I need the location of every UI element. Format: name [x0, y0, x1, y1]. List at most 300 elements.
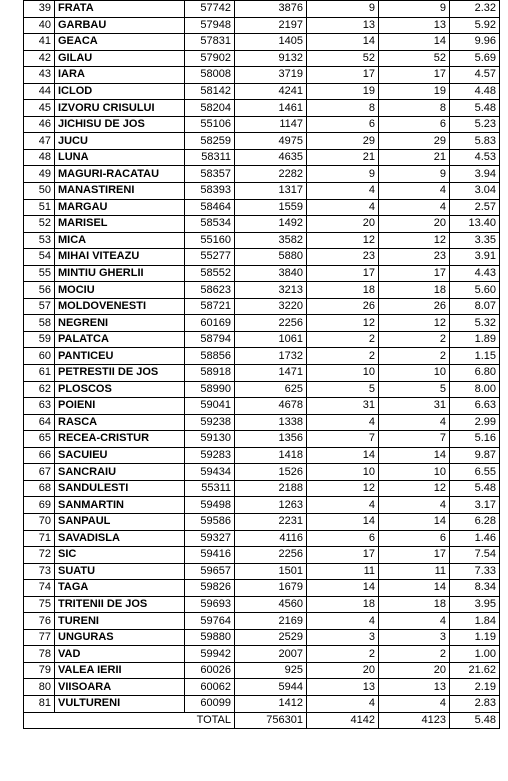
percentage-cell[interactable]: 7.54: [450, 547, 500, 564]
row-number-cell[interactable]: 76: [24, 613, 55, 630]
value-b-cell[interactable]: 21: [379, 149, 450, 166]
row-number-cell[interactable]: 53: [24, 232, 55, 249]
row-number-cell[interactable]: 39: [24, 1, 55, 18]
row-number-cell[interactable]: 61: [24, 365, 55, 382]
value-b-cell[interactable]: 11: [379, 563, 450, 580]
population-cell[interactable]: 1526: [235, 464, 307, 481]
percentage-cell[interactable]: 8.34: [450, 580, 500, 597]
value-a-cell[interactable]: 14: [307, 580, 379, 597]
value-b-cell[interactable]: 9: [379, 1, 450, 18]
siruta-code-cell[interactable]: 58794: [185, 331, 235, 348]
locality-name-cell[interactable]: SUATU: [55, 563, 185, 580]
locality-name-cell[interactable]: TRITENII DE JOS: [55, 596, 185, 613]
population-cell[interactable]: 3582: [235, 232, 307, 249]
value-a-cell[interactable]: 17: [307, 265, 379, 282]
value-a-cell[interactable]: 31: [307, 398, 379, 415]
percentage-cell[interactable]: 3.04: [450, 183, 500, 200]
locality-name-cell[interactable]: SANMARTIN: [55, 497, 185, 514]
percentage-cell[interactable]: 5.69: [450, 50, 500, 67]
value-b-cell[interactable]: 19: [379, 83, 450, 100]
locality-name-cell[interactable]: GILAU: [55, 50, 185, 67]
locality-name-cell[interactable]: VAD: [55, 646, 185, 663]
locality-name-cell[interactable]: NEGRENI: [55, 315, 185, 332]
siruta-code-cell[interactable]: 59130: [185, 431, 235, 448]
value-b-cell[interactable]: 5: [379, 381, 450, 398]
value-a-cell[interactable]: 4: [307, 414, 379, 431]
population-cell[interactable]: 5880: [235, 249, 307, 266]
percentage-cell[interactable]: 6.80: [450, 365, 500, 382]
locality-name-cell[interactable]: POIENI: [55, 398, 185, 415]
siruta-code-cell[interactable]: 59693: [185, 596, 235, 613]
value-b-cell[interactable]: 7: [379, 431, 450, 448]
siruta-code-cell[interactable]: 58721: [185, 298, 235, 315]
value-b-cell[interactable]: 17: [379, 67, 450, 84]
locality-name-cell[interactable]: SANDULESTI: [55, 480, 185, 497]
siruta-code-cell[interactable]: 59880: [185, 629, 235, 646]
percentage-cell[interactable]: 4.53: [450, 149, 500, 166]
locality-name-cell[interactable]: JICHISU DE JOS: [55, 116, 185, 133]
percentage-cell[interactable]: 5.16: [450, 431, 500, 448]
population-cell[interactable]: 1492: [235, 216, 307, 233]
siruta-code-cell[interactable]: 59498: [185, 497, 235, 514]
value-b-cell[interactable]: 14: [379, 513, 450, 530]
locality-name-cell[interactable]: VALEA IERII: [55, 662, 185, 679]
population-cell[interactable]: 2007: [235, 646, 307, 663]
value-a-cell[interactable]: 6: [307, 530, 379, 547]
value-b-cell[interactable]: 18: [379, 282, 450, 299]
siruta-code-cell[interactable]: 58259: [185, 133, 235, 150]
value-b-cell[interactable]: 12: [379, 315, 450, 332]
population-cell[interactable]: 2197: [235, 17, 307, 34]
population-cell[interactable]: 4241: [235, 83, 307, 100]
value-b-cell[interactable]: 2: [379, 646, 450, 663]
siruta-code-cell[interactable]: 59586: [185, 513, 235, 530]
value-b-cell[interactable]: 26: [379, 298, 450, 315]
row-number-cell[interactable]: 70: [24, 513, 55, 530]
total-label-cell[interactable]: TOTAL: [185, 712, 235, 729]
locality-name-cell[interactable]: MAGURI-RACATAU: [55, 166, 185, 183]
row-number-cell[interactable]: 56: [24, 282, 55, 299]
percentage-cell[interactable]: 5.92: [450, 17, 500, 34]
value-a-cell[interactable]: 18: [307, 596, 379, 613]
value-a-cell[interactable]: 20: [307, 216, 379, 233]
value-b-cell[interactable]: 6: [379, 116, 450, 133]
percentage-cell[interactable]: 2.57: [450, 199, 500, 216]
siruta-code-cell[interactable]: 59327: [185, 530, 235, 547]
siruta-code-cell[interactable]: 59041: [185, 398, 235, 415]
siruta-code-cell[interactable]: 59764: [185, 613, 235, 630]
value-b-cell[interactable]: 8: [379, 100, 450, 117]
row-number-cell[interactable]: 74: [24, 580, 55, 597]
percentage-cell[interactable]: 3.91: [450, 249, 500, 266]
percentage-cell[interactable]: 13.40: [450, 216, 500, 233]
value-a-cell[interactable]: 8: [307, 100, 379, 117]
population-cell[interactable]: 3220: [235, 298, 307, 315]
locality-name-cell[interactable]: GEACA: [55, 34, 185, 51]
population-cell[interactable]: 2188: [235, 480, 307, 497]
value-b-cell[interactable]: 12: [379, 480, 450, 497]
siruta-code-cell[interactable]: 57948: [185, 17, 235, 34]
siruta-code-cell[interactable]: 60026: [185, 662, 235, 679]
value-b-cell[interactable]: 2: [379, 348, 450, 365]
value-a-cell[interactable]: 18: [307, 282, 379, 299]
locality-name-cell[interactable]: LUNA: [55, 149, 185, 166]
siruta-code-cell[interactable]: 57831: [185, 34, 235, 51]
value-a-cell[interactable]: 17: [307, 67, 379, 84]
row-number-cell[interactable]: 65: [24, 431, 55, 448]
value-a-cell[interactable]: 6: [307, 116, 379, 133]
value-a-cell[interactable]: 2: [307, 646, 379, 663]
population-cell[interactable]: 1418: [235, 447, 307, 464]
row-number-cell[interactable]: 40: [24, 17, 55, 34]
locality-name-cell[interactable]: MOLDOVENESTI: [55, 298, 185, 315]
locality-name-cell[interactable]: IZVORU CRISULUI: [55, 100, 185, 117]
siruta-code-cell[interactable]: 60099: [185, 695, 235, 712]
value-a-cell[interactable]: 9: [307, 166, 379, 183]
row-number-cell[interactable]: 77: [24, 629, 55, 646]
population-cell[interactable]: 1461: [235, 100, 307, 117]
value-b-cell[interactable]: 20: [379, 216, 450, 233]
row-number-cell[interactable]: 78: [24, 646, 55, 663]
value-b-cell[interactable]: 12: [379, 232, 450, 249]
percentage-cell[interactable]: 5.23: [450, 116, 500, 133]
percentage-cell[interactable]: 4.57: [450, 67, 500, 84]
percentage-cell[interactable]: 4.43: [450, 265, 500, 282]
population-cell[interactable]: 3840: [235, 265, 307, 282]
value-a-cell[interactable]: 14: [307, 447, 379, 464]
row-number-cell[interactable]: 72: [24, 547, 55, 564]
locality-name-cell[interactable]: SANCRAIU: [55, 464, 185, 481]
row-number-cell[interactable]: 80: [24, 679, 55, 696]
locality-name-cell[interactable]: TAGA: [55, 580, 185, 597]
value-a-cell[interactable]: 14: [307, 34, 379, 51]
value-b-cell[interactable]: 17: [379, 547, 450, 564]
population-cell[interactable]: 1061: [235, 331, 307, 348]
population-cell[interactable]: 3876: [235, 1, 307, 18]
percentage-cell[interactable]: 5.48: [450, 480, 500, 497]
row-number-cell[interactable]: 59: [24, 331, 55, 348]
value-b-cell[interactable]: 4: [379, 497, 450, 514]
value-a-cell[interactable]: 17: [307, 547, 379, 564]
siruta-code-cell[interactable]: 59283: [185, 447, 235, 464]
value-a-cell[interactable]: 23: [307, 249, 379, 266]
percentage-cell[interactable]: 1.89: [450, 331, 500, 348]
percentage-cell[interactable]: 8.00: [450, 381, 500, 398]
value-b-cell[interactable]: 3: [379, 629, 450, 646]
value-b-cell[interactable]: 4: [379, 695, 450, 712]
percentage-cell[interactable]: 5.32: [450, 315, 500, 332]
row-number-cell[interactable]: 62: [24, 381, 55, 398]
siruta-code-cell[interactable]: 58464: [185, 199, 235, 216]
locality-name-cell[interactable]: IARA: [55, 67, 185, 84]
percentage-cell[interactable]: 2.32: [450, 1, 500, 18]
locality-name-cell[interactable]: RECEA-CRISTUR: [55, 431, 185, 448]
population-cell[interactable]: 1412: [235, 695, 307, 712]
value-a-cell[interactable]: 7: [307, 431, 379, 448]
percentage-cell[interactable]: 6.28: [450, 513, 500, 530]
total-population-cell[interactable]: 756301: [235, 712, 307, 729]
row-number-cell[interactable]: 57: [24, 298, 55, 315]
siruta-code-cell[interactable]: 58856: [185, 348, 235, 365]
row-number-cell[interactable]: 64: [24, 414, 55, 431]
siruta-code-cell[interactable]: 58552: [185, 265, 235, 282]
percentage-cell[interactable]: 3.17: [450, 497, 500, 514]
value-b-cell[interactable]: 6: [379, 530, 450, 547]
percentage-cell[interactable]: 7.33: [450, 563, 500, 580]
population-cell[interactable]: 1356: [235, 431, 307, 448]
population-cell[interactable]: 1559: [235, 199, 307, 216]
locality-name-cell[interactable]: MICA: [55, 232, 185, 249]
siruta-code-cell[interactable]: 58623: [185, 282, 235, 299]
percentage-cell[interactable]: 1.00: [450, 646, 500, 663]
locality-name-cell[interactable]: MARGAU: [55, 199, 185, 216]
population-cell[interactable]: 4560: [235, 596, 307, 613]
percentage-cell[interactable]: 21.62: [450, 662, 500, 679]
percentage-cell[interactable]: 3.35: [450, 232, 500, 249]
row-number-cell[interactable]: 44: [24, 83, 55, 100]
locality-name-cell[interactable]: MINTIU GHERLII: [55, 265, 185, 282]
row-number-cell[interactable]: 63: [24, 398, 55, 415]
percentage-cell[interactable]: 2.83: [450, 695, 500, 712]
siruta-code-cell[interactable]: 55311: [185, 480, 235, 497]
row-number-cell[interactable]: 60: [24, 348, 55, 365]
percentage-cell[interactable]: 2.19: [450, 679, 500, 696]
locality-name-cell[interactable]: VULTURENI: [55, 695, 185, 712]
value-b-cell[interactable]: 17: [379, 265, 450, 282]
population-cell[interactable]: 925: [235, 662, 307, 679]
row-number-cell[interactable]: 67: [24, 464, 55, 481]
percentage-cell[interactable]: 9.96: [450, 34, 500, 51]
value-b-cell[interactable]: 10: [379, 464, 450, 481]
siruta-code-cell[interactable]: 60062: [185, 679, 235, 696]
locality-name-cell[interactable]: MIHAI VITEAZU: [55, 249, 185, 266]
siruta-code-cell[interactable]: 58393: [185, 183, 235, 200]
percentage-cell[interactable]: 5.60: [450, 282, 500, 299]
locality-name-cell[interactable]: SACUIEU: [55, 447, 185, 464]
row-number-cell[interactable]: 55: [24, 265, 55, 282]
locality-name-cell[interactable]: RASCA: [55, 414, 185, 431]
percentage-cell[interactable]: 6.55: [450, 464, 500, 481]
value-b-cell[interactable]: 4: [379, 414, 450, 431]
siruta-code-cell[interactable]: 59434: [185, 464, 235, 481]
value-b-cell[interactable]: 29: [379, 133, 450, 150]
value-b-cell[interactable]: 13: [379, 679, 450, 696]
percentage-cell[interactable]: 3.94: [450, 166, 500, 183]
value-b-cell[interactable]: 23: [379, 249, 450, 266]
locality-name-cell[interactable]: MARISEL: [55, 216, 185, 233]
population-cell[interactable]: 4116: [235, 530, 307, 547]
locality-name-cell[interactable]: TURENI: [55, 613, 185, 630]
value-b-cell[interactable]: 14: [379, 580, 450, 597]
total-value-a-cell[interactable]: 4142: [307, 712, 379, 729]
row-number-cell[interactable]: 81: [24, 695, 55, 712]
locality-name-cell[interactable]: SAVADISLA: [55, 530, 185, 547]
population-cell[interactable]: 1147: [235, 116, 307, 133]
population-cell[interactable]: 1338: [235, 414, 307, 431]
value-b-cell[interactable]: 9: [379, 166, 450, 183]
population-cell[interactable]: 1405: [235, 34, 307, 51]
population-cell[interactable]: 2282: [235, 166, 307, 183]
population-cell[interactable]: 5944: [235, 679, 307, 696]
percentage-cell[interactable]: 9.87: [450, 447, 500, 464]
locality-name-cell[interactable]: MANASTIRENI: [55, 183, 185, 200]
value-b-cell[interactable]: 14: [379, 34, 450, 51]
locality-name-cell[interactable]: SANPAUL: [55, 513, 185, 530]
value-b-cell[interactable]: 14: [379, 447, 450, 464]
siruta-code-cell[interactable]: 59657: [185, 563, 235, 580]
value-a-cell[interactable]: 13: [307, 17, 379, 34]
value-b-cell[interactable]: 13: [379, 17, 450, 34]
siruta-code-cell[interactable]: 58204: [185, 100, 235, 117]
value-a-cell[interactable]: 12: [307, 480, 379, 497]
percentage-cell[interactable]: 2.99: [450, 414, 500, 431]
row-number-cell[interactable]: 52: [24, 216, 55, 233]
row-number-cell[interactable]: 75: [24, 596, 55, 613]
row-number-cell[interactable]: 41: [24, 34, 55, 51]
value-a-cell[interactable]: 4: [307, 613, 379, 630]
value-a-cell[interactable]: 21: [307, 149, 379, 166]
siruta-code-cell[interactable]: 59942: [185, 646, 235, 663]
row-number-cell[interactable]: 50: [24, 183, 55, 200]
value-a-cell[interactable]: 10: [307, 365, 379, 382]
population-cell[interactable]: 2231: [235, 513, 307, 530]
percentage-cell[interactable]: 5.83: [450, 133, 500, 150]
siruta-code-cell[interactable]: 58008: [185, 67, 235, 84]
population-cell[interactable]: 3213: [235, 282, 307, 299]
siruta-code-cell[interactable]: 59416: [185, 547, 235, 564]
value-b-cell[interactable]: 52: [379, 50, 450, 67]
siruta-code-cell[interactable]: 55277: [185, 249, 235, 266]
siruta-code-cell[interactable]: 55160: [185, 232, 235, 249]
value-b-cell[interactable]: 4: [379, 183, 450, 200]
population-cell[interactable]: 625: [235, 381, 307, 398]
locality-name-cell[interactable]: VIISOARA: [55, 679, 185, 696]
population-cell[interactable]: 2169: [235, 613, 307, 630]
value-b-cell[interactable]: 20: [379, 662, 450, 679]
value-a-cell[interactable]: 20: [307, 662, 379, 679]
population-cell[interactable]: 9132: [235, 50, 307, 67]
value-a-cell[interactable]: 5: [307, 381, 379, 398]
row-number-cell[interactable]: 42: [24, 50, 55, 67]
locality-name-cell[interactable]: PANTICEU: [55, 348, 185, 365]
percentage-cell[interactable]: 5.48: [450, 100, 500, 117]
siruta-code-cell[interactable]: 58990: [185, 381, 235, 398]
value-a-cell[interactable]: 4: [307, 497, 379, 514]
row-number-cell[interactable]: 68: [24, 480, 55, 497]
percentage-cell[interactable]: 1.19: [450, 629, 500, 646]
value-a-cell[interactable]: 2: [307, 331, 379, 348]
row-number-cell[interactable]: 48: [24, 149, 55, 166]
population-cell[interactable]: 1471: [235, 365, 307, 382]
value-a-cell[interactable]: 19: [307, 83, 379, 100]
percentage-cell[interactable]: 1.84: [450, 613, 500, 630]
value-b-cell[interactable]: 10: [379, 365, 450, 382]
percentage-cell[interactable]: 1.15: [450, 348, 500, 365]
row-number-cell[interactable]: 58: [24, 315, 55, 332]
siruta-code-cell[interactable]: 59826: [185, 580, 235, 597]
value-a-cell[interactable]: 26: [307, 298, 379, 315]
value-a-cell[interactable]: 52: [307, 50, 379, 67]
value-a-cell[interactable]: 12: [307, 232, 379, 249]
row-number-cell[interactable]: 73: [24, 563, 55, 580]
siruta-code-cell[interactable]: 58357: [185, 166, 235, 183]
row-number-cell[interactable]: 49: [24, 166, 55, 183]
population-cell[interactable]: 1501: [235, 563, 307, 580]
siruta-code-cell[interactable]: 58918: [185, 365, 235, 382]
locality-name-cell[interactable]: PLOSCOS: [55, 381, 185, 398]
value-a-cell[interactable]: 4: [307, 199, 379, 216]
siruta-code-cell[interactable]: 57742: [185, 1, 235, 18]
row-number-cell[interactable]: 47: [24, 133, 55, 150]
value-a-cell[interactable]: 13: [307, 679, 379, 696]
row-number-cell[interactable]: 45: [24, 100, 55, 117]
value-a-cell[interactable]: 4: [307, 695, 379, 712]
siruta-code-cell[interactable]: 58311: [185, 149, 235, 166]
population-cell[interactable]: 1679: [235, 580, 307, 597]
value-a-cell[interactable]: 2: [307, 348, 379, 365]
percentage-cell[interactable]: 4.48: [450, 83, 500, 100]
locality-name-cell[interactable]: JUCU: [55, 133, 185, 150]
population-cell[interactable]: 4635: [235, 149, 307, 166]
locality-name-cell[interactable]: GARBAU: [55, 17, 185, 34]
population-cell[interactable]: 4678: [235, 398, 307, 415]
value-b-cell[interactable]: 18: [379, 596, 450, 613]
row-number-cell[interactable]: 46: [24, 116, 55, 133]
row-number-cell[interactable]: 54: [24, 249, 55, 266]
value-a-cell[interactable]: 14: [307, 513, 379, 530]
value-a-cell[interactable]: 9: [307, 1, 379, 18]
row-number-cell[interactable]: 79: [24, 662, 55, 679]
siruta-code-cell[interactable]: 55106: [185, 116, 235, 133]
population-cell[interactable]: 3719: [235, 67, 307, 84]
siruta-code-cell[interactable]: 58534: [185, 216, 235, 233]
population-cell[interactable]: 1317: [235, 183, 307, 200]
locality-name-cell[interactable]: MOCIU: [55, 282, 185, 299]
row-number-cell[interactable]: 51: [24, 199, 55, 216]
locality-name-cell[interactable]: PALATCA: [55, 331, 185, 348]
siruta-code-cell[interactable]: 60169: [185, 315, 235, 332]
total-percentage-cell[interactable]: 5.48: [450, 712, 500, 729]
percentage-cell[interactable]: 6.63: [450, 398, 500, 415]
siruta-code-cell[interactable]: 59238: [185, 414, 235, 431]
total-value-b-cell[interactable]: 4123: [379, 712, 450, 729]
percentage-cell[interactable]: 1.46: [450, 530, 500, 547]
row-number-cell[interactable]: 43: [24, 67, 55, 84]
row-number-cell[interactable]: 69: [24, 497, 55, 514]
population-cell[interactable]: 2256: [235, 547, 307, 564]
value-a-cell[interactable]: 10: [307, 464, 379, 481]
value-b-cell[interactable]: 31: [379, 398, 450, 415]
population-cell[interactable]: 1263: [235, 497, 307, 514]
value-a-cell[interactable]: 3: [307, 629, 379, 646]
locality-name-cell[interactable]: ICLOD: [55, 83, 185, 100]
siruta-code-cell[interactable]: 57902: [185, 50, 235, 67]
population-cell[interactable]: 4975: [235, 133, 307, 150]
value-a-cell[interactable]: 11: [307, 563, 379, 580]
percentage-cell[interactable]: 8.07: [450, 298, 500, 315]
value-b-cell[interactable]: 2: [379, 331, 450, 348]
siruta-code-cell[interactable]: 58142: [185, 83, 235, 100]
value-a-cell[interactable]: 29: [307, 133, 379, 150]
value-a-cell[interactable]: 4: [307, 183, 379, 200]
population-cell[interactable]: 2529: [235, 629, 307, 646]
row-number-cell[interactable]: 66: [24, 447, 55, 464]
population-cell[interactable]: 2256: [235, 315, 307, 332]
row-number-cell[interactable]: 71: [24, 530, 55, 547]
locality-name-cell[interactable]: PETRESTII DE JOS: [55, 365, 185, 382]
value-a-cell[interactable]: 12: [307, 315, 379, 332]
locality-name-cell[interactable]: FRATA: [55, 1, 185, 18]
